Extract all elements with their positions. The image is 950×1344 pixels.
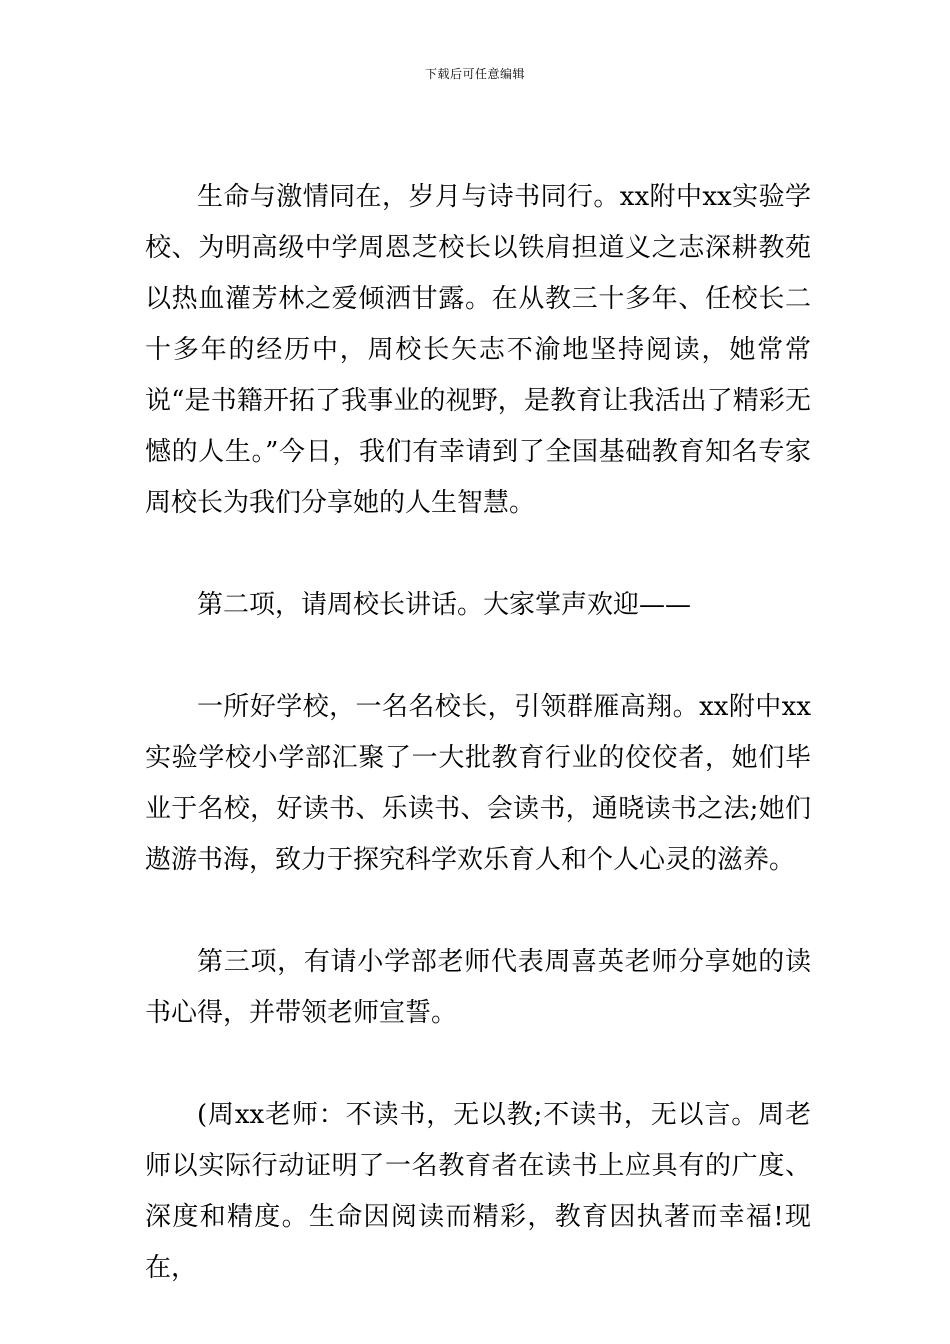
paragraph-item-three: 第三项，有请小学部老师代表周喜英老师分享她的读书心得，并带领老师宣誓。 bbox=[145, 947, 811, 1028]
paragraph-intro: 生命与激情同在，岁月与诗书同行。xx附中xx实验学校、为明高级中学周恩芝校长以铁肩担道义之志深耕教苑以热血灌芳林之爱倾洒甘露。在从教三十多年、任校长二十多年的经历中，周校长矢志不渝地坚持阅读，她常常说“是书籍开拓了我事业的视野，是教育让我活出了精彩无憾的人生。”今日，我们有幸请到了全国基础教育知名专家周校长为我们分享她的人生智慧。 bbox=[145, 182, 811, 518]
page-header: 下载后可任意编辑 bbox=[424, 67, 525, 81]
paragraph-school-teachers: 一所好学校，一名名校长，引领群雁高翔。xx附中xx实验学校小学部汇聚了一大批教育行业的佼佼者，她们毕业于名校，好读书、乐读书、会读书，通晓读书之法;她们遨游书海，致力于探究科学欢乐育人和个人心灵的滋养。 bbox=[145, 692, 811, 875]
paragraph-item-two: 第二项，请周校长讲话。大家掌声欢迎—— bbox=[197, 590, 692, 620]
document-body bbox=[145, 172, 811, 1294]
paragraph-teacher-note: (周xx老师：不读书，无以教;不读书，无以言。周老师以实际行动证明了一名教育者在读书上应具有的广度、深度和精度。生命因阅读而精彩，教育因执著而幸福!现在， bbox=[145, 1100, 811, 1283]
